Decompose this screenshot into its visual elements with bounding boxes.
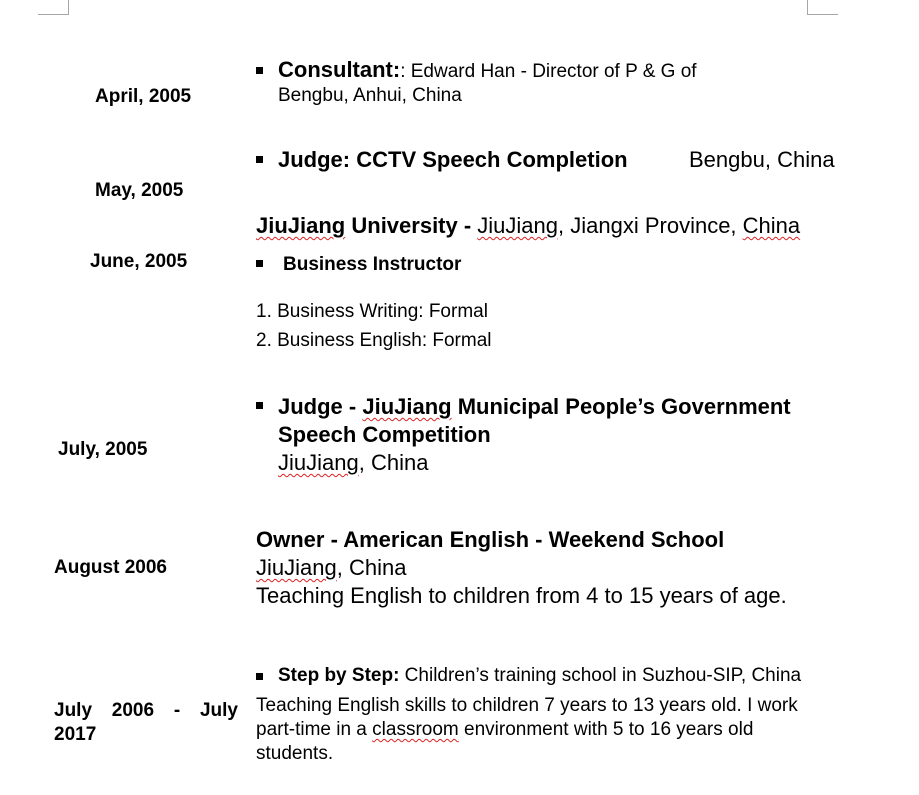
entry-judge-cctv [256, 147, 856, 173]
entry-date: August 2006 [54, 557, 167, 578]
entry-step-by-step: Step by Step: Children’s training school in Suzhou-SIP, China Teaching English skills to children 7 years to 13 years old. I work part-time in a classroom environment with 5 to 16 years old students. [256, 665, 802, 764]
entry-location: JiuJiang, China [278, 450, 429, 475]
entry-title: Step by Step: [278, 665, 400, 686]
entry-text: Teaching English to children from 4 to 15 years of age. [256, 583, 787, 608]
entry-date: April, 2005 [95, 86, 192, 107]
entry-owner [256, 526, 787, 610]
crop-mark-top-right [807, 0, 838, 15]
entry-jiujiang-university [256, 212, 800, 355]
entry-date-range: July 2006 - July 2017 [54, 700, 238, 745]
list-item: 2. Business English: Formal [256, 330, 492, 351]
entry-location: Bengbu, China [689, 147, 835, 172]
entry-title: Owner - American English - Weekend School [256, 527, 725, 552]
entry-text: Teaching English skills to children 7 years to 13 years old. I work [256, 695, 798, 716]
entry-judge-jiujiang: Judge - JiuJiang Municipal People’s Government Speech Competition JiuJiang, China [256, 393, 791, 477]
entry-text-2: Bengbu, Anhui, China [278, 85, 462, 106]
entry-text: part-time in a classroom environment with 5 to 16 years old [256, 719, 754, 740]
entry-consultant [256, 58, 697, 108]
entry-title-2: Speech Competition [278, 422, 491, 447]
crop-mark-top-left [38, 0, 69, 15]
entry-date: June, 2005 [90, 251, 188, 272]
entry-text: : Edward Han - Director of P & G of [400, 61, 697, 82]
entry-role: Business Instructor [256, 251, 800, 279]
entry-org-line: JiuJiang University - JiuJiang, Jiangxi Province, China [256, 213, 801, 238]
entry-location: JiuJiang, China [256, 555, 407, 580]
entry-date: July, 2005 [58, 439, 148, 460]
list-item: 1. Business Writing: Formal [256, 301, 488, 322]
entry-items [256, 297, 800, 355]
entry-title: Consultant: [278, 57, 401, 82]
entry-text: students. [256, 743, 334, 764]
entry-title: Judge: CCTV Speech Completion [278, 147, 628, 172]
entry-date: May, 2005 [95, 180, 184, 201]
